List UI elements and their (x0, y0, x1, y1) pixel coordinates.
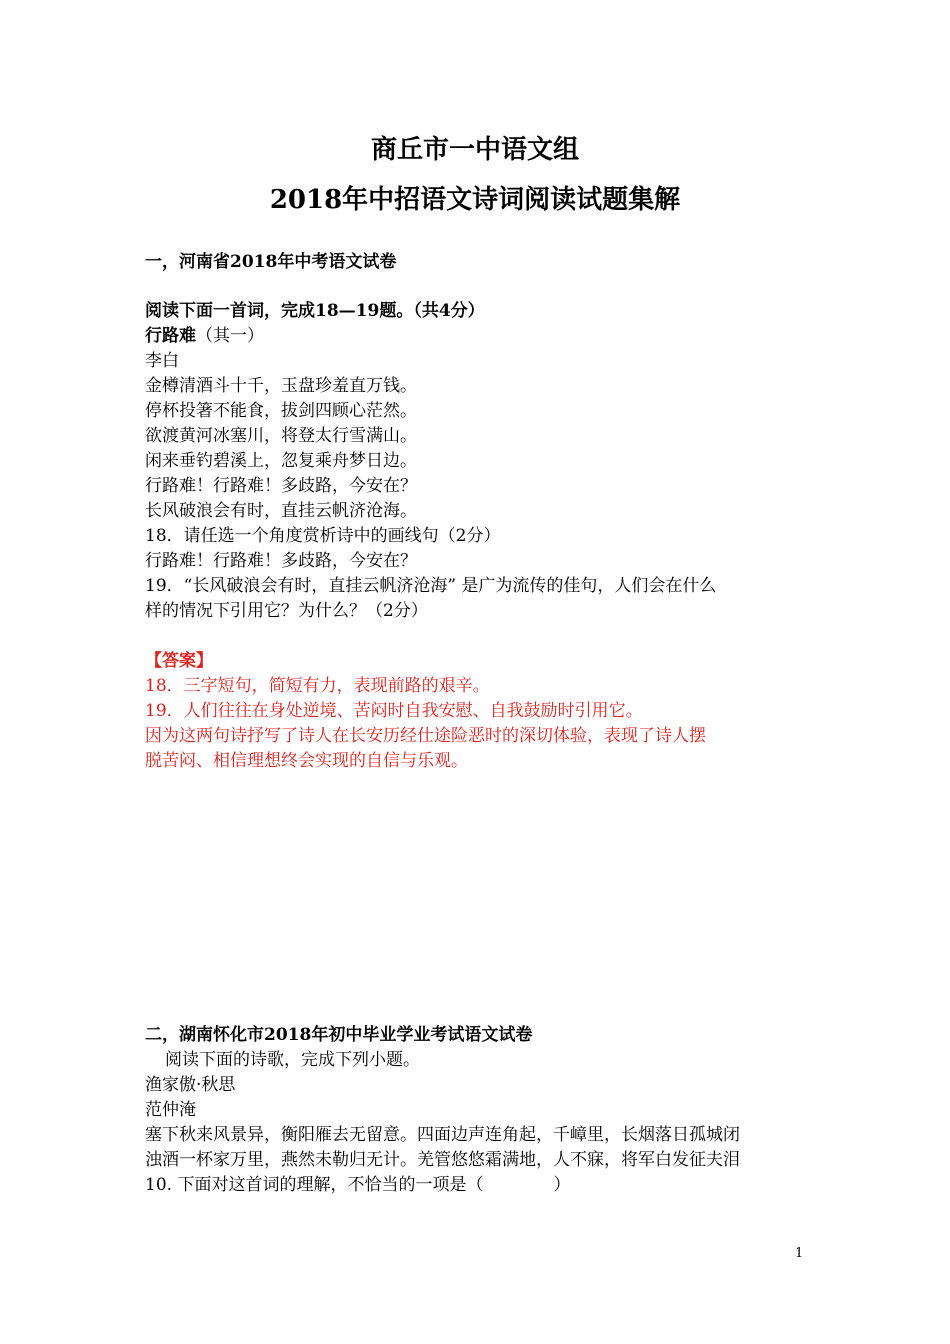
section2-instruction: 阅读下面的诗歌，完成下列小题。 (165, 1050, 420, 1070)
section2-poem-author: 范仲淹 (145, 1100, 196, 1120)
answer-19-reason-line1: 因为这两句诗抒写了诗人在长安历经仕途险恶时的深切体验，表现了诗人摆 (145, 726, 706, 746)
section2-poem-line-2: 浊酒一杯家万里，燕然未勒归无计。羌管悠悠霜满地，人不寐，将军白发征夫泪 (145, 1150, 740, 1170)
section1-heading: 一，河南省2018年中考语文试卷 (145, 252, 397, 272)
section1-instruction: 阅读下面一首词，完成18—19题。（共4分） (145, 301, 485, 321)
question-19-line2: 样的情况下引用它？为什么？（2分） (145, 601, 428, 621)
poem-subtitle: （其一） (196, 326, 264, 346)
poem-line-4: 闲来垂钓碧溪上，忽复乘舟梦日边。 (145, 451, 417, 471)
section2-poem-title: 渔家傲·秋思 (145, 1075, 236, 1095)
poem-line-1: 金樽清酒斗十千，玉盘珍羞直万钱。 (145, 376, 417, 396)
document-title-line2: 2018年中招语文诗词阅读试题集解 (269, 185, 681, 215)
question-19-line1: 19．“长风破浪会有时，直挂云帆济沧海” 是广为流传的佳句，人们会在什么 (145, 576, 717, 596)
question-18: 18．请任选一个角度赏析诗中的画线句（2分） (145, 526, 501, 546)
section2-heading: 二，湖南怀化市2018年初中毕业学业考试语文试卷 (145, 1025, 533, 1045)
answer-19-reason-line2: 脱苦闷、相信理想终会实现的自信与乐观。 (145, 751, 468, 771)
answer-label: 【答案】 (145, 651, 213, 671)
question-10-close: ） (553, 1175, 571, 1195)
question-18-quote: 行路难！行路难！多歧路，今安在？ (145, 551, 417, 571)
poem-line-5: 行路难！行路难！多歧路，今安在？ (145, 476, 417, 496)
poem-line-6: 长风破浪会有时，直挂云帆济沧海。 (145, 501, 417, 521)
page-number: 1 (795, 1246, 804, 1261)
answer-19: 19．人们往往在身处逆境、苦闷时自我安慰、自我鼓励时引用它。 (145, 701, 643, 721)
poem-author: 李白 (145, 351, 179, 371)
section1-poem-title-line (145, 324, 815, 349)
question-10-text: 10. 下面对这首词的理解，不恰当的一项是（ (145, 1175, 484, 1195)
poem-line-3: 欲渡黄河冰塞川，将登太行雪满山。 (145, 426, 417, 446)
document-title-line1: 商丘市一中语文组 (370, 135, 579, 165)
poem-line-2: 停杯投箸不能食，拔剑四顾心茫然。 (145, 401, 417, 421)
question-10 (145, 1173, 815, 1198)
answer-18: 18．三字短句，简短有力，表现前路的艰辛。 (145, 676, 490, 696)
section2-poem-line-1: 塞下秋来风景异，衡阳雁去无留意。四面边声连角起，千嶂里，长烟落日孤城闭 (145, 1125, 740, 1145)
poem-title: 行路难 (145, 326, 196, 346)
